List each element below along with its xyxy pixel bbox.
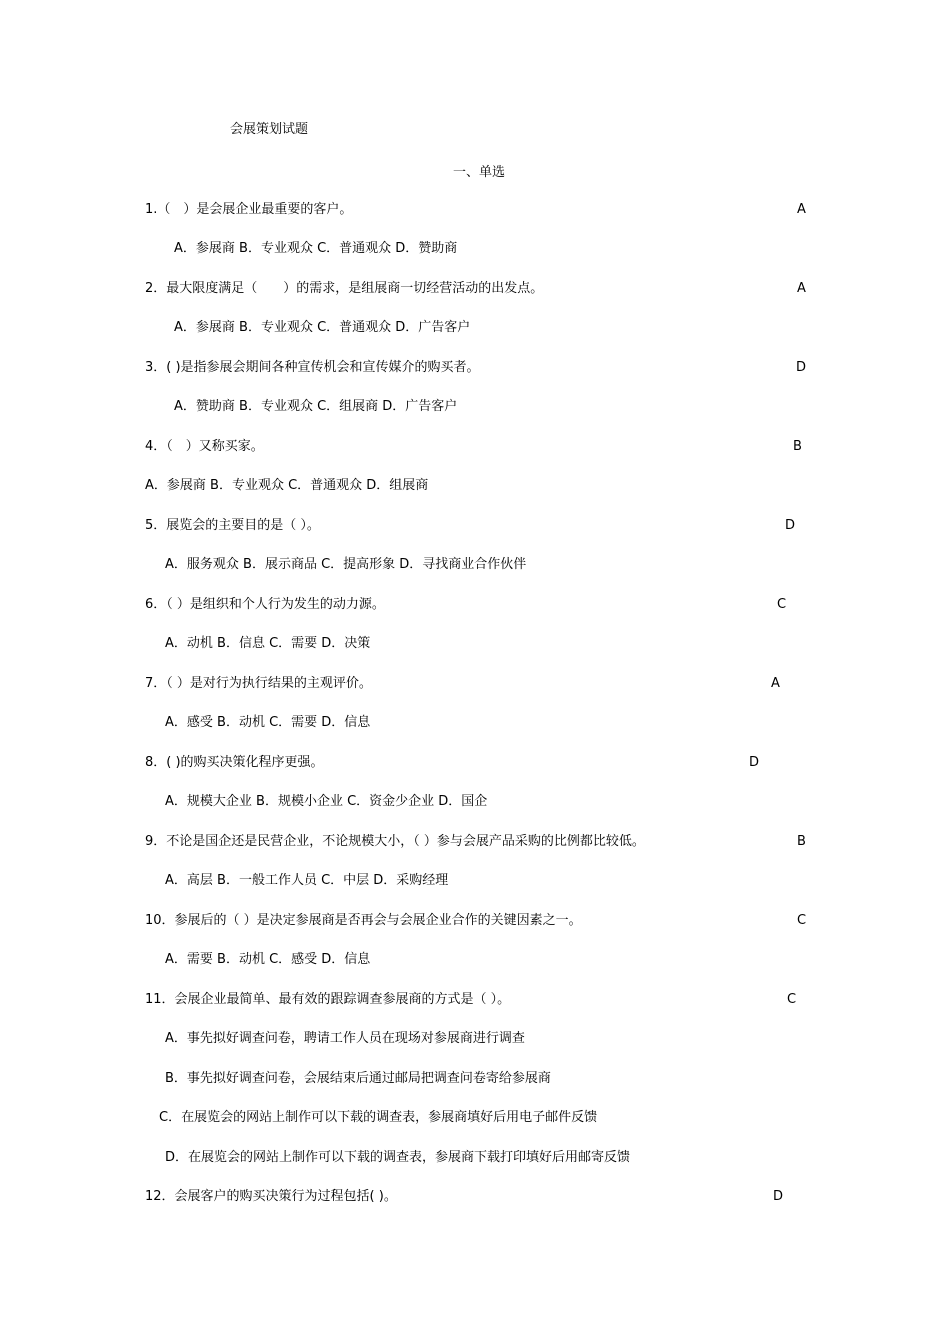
section-heading: 一、单选 [453, 165, 506, 180]
answer-1: A [797, 202, 806, 217]
options-7: A．感受 B．动机 C．需要 D．信息 [165, 715, 371, 730]
options-5: A．服务观众 B．展示商品 C．提高形象 D．寻找商业合作伙伴 [165, 557, 527, 572]
answer-3: D [796, 360, 807, 375]
answer-10: C [797, 913, 807, 928]
options-4: A．参展商 B．专业观众 C．普通观众 D．组展商 [145, 478, 429, 493]
question-10: 10．参展后的（ ）是决定参展商是否再会与会展企业合作的关键因素之一。 [145, 913, 582, 928]
answer-5: D [785, 518, 796, 533]
question-11: 11．会展企业最简单、最有效的跟踪调查参展商的方式是（ ）。 [145, 992, 511, 1007]
question-12: 12．会展客户的购买决策行为过程包括( )。 [145, 1189, 397, 1204]
answer-4: B [793, 439, 802, 454]
question-6: 6．（ ）是组织和个人行为发生的动力源。 [145, 597, 385, 612]
answer-9: B [797, 834, 806, 849]
question-5: 5．展览会的主要目的是（ ）。 [145, 518, 320, 533]
option-11-a: A．事先拟好调查问卷，聘请工作人员在现场对参展商进行调查 [165, 1031, 525, 1046]
answer-8: D [749, 755, 760, 770]
answer-11: C [787, 992, 797, 1007]
question-9: 9．不论是国企还是民营企业，不论规模大小，（ ）参与会展产品采购的比例都比较低。 [145, 834, 645, 849]
answer-6: C [777, 597, 787, 612]
question-2: 2．最大限度满足（ ）的需求，是组展商一切经营活动的出发点。 [145, 281, 544, 296]
answer-7: A [771, 676, 780, 691]
question-7: 7．（ ）是对行为执行结果的主观评价。 [145, 676, 372, 691]
options-2: A．参展商 B．专业观众 C．普通观众 D．广告客户 [174, 320, 471, 335]
option-11-d: D．在展览会的网站上制作可以下载的调查表，参展商下载打印填好后用邮寄反馈 [165, 1150, 631, 1165]
answer-12: D [773, 1189, 784, 1204]
options-10: A．需要 B．动机 C．感受 D．信息 [165, 952, 371, 967]
document-title: 会展策划试题 [230, 122, 309, 137]
question-1: 1.（ ）是会展企业最重要的客户。 [145, 202, 353, 217]
options-3: A．赞助商 B．专业观众 C．组展商 D．广告客户 [174, 399, 458, 414]
options-1: A．参展商 B．专业观众 C．普通观众 D．赞助商 [174, 241, 458, 256]
options-8: A．规模大企业 B．规模小企业 C．资金少企业 D．国企 [165, 794, 488, 809]
option-11-c: C．在展览会的网站上制作可以下载的调查表，参展商填好后用电子邮件反馈 [159, 1110, 598, 1125]
options-6: A．动机 B．信息 C．需要 D．决策 [165, 636, 371, 651]
options-9: A．高层 B．一般工作人员 C．中层 D．采购经理 [165, 873, 449, 888]
question-4: 4．（ ）又称买家。 [145, 439, 264, 454]
question-8: 8．( )的购买决策化程序更强。 [145, 755, 324, 770]
question-3: 3．( )是指参展会期间各种宣传机会和宣传媒介的购买者。 [145, 360, 480, 375]
option-11-b: B．事先拟好调查问卷，会展结束后通过邮局把调查问卷寄给参展商 [165, 1071, 551, 1086]
answer-2: A [797, 281, 806, 296]
